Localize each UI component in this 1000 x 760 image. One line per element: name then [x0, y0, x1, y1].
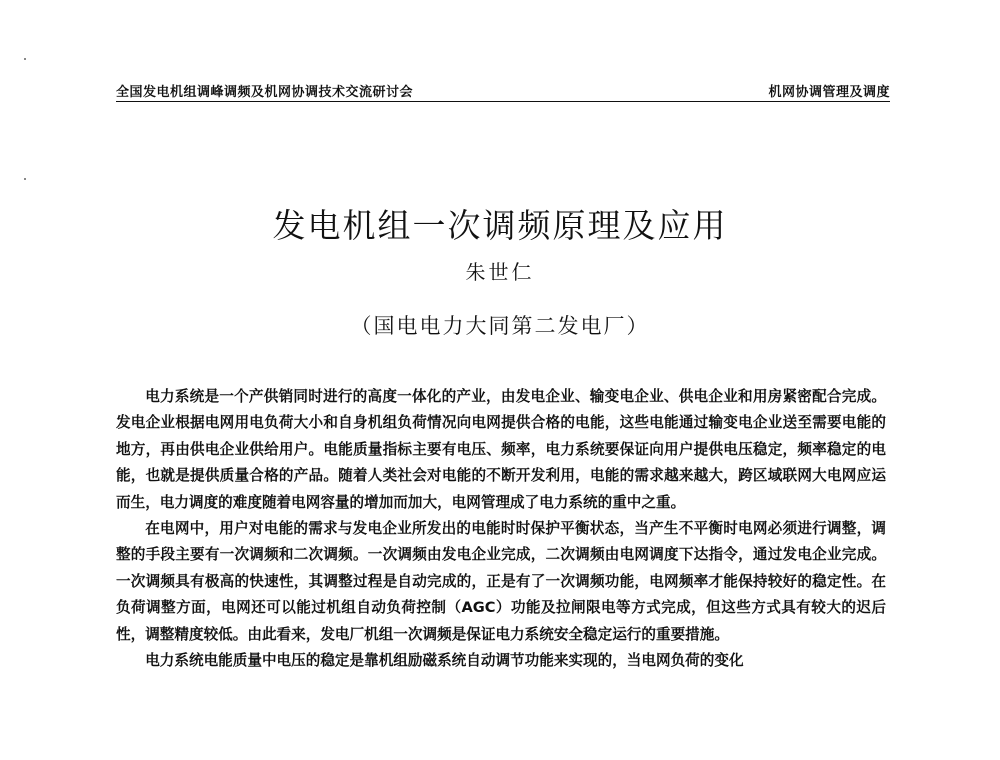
header-rule — [116, 101, 890, 102]
scan-speck — [24, 58, 26, 60]
paper-title: 发电机组一次调频原理及应用 — [272, 206, 728, 246]
paragraph-1: 电力系统是一个产供销同时进行的高度一体化的产业，由发电企业、输变电企业、供电企业和用房紧密配合完成。发电企业根据电网用电负荷大小和自身机组负荷情况向电网提供合格的电能，这些电能通过输变电企业送至需要电能的地方，再由供电企业供给用户。电能质量指标主要有电压、频率，电力系统要保证向用户提供电压稳定，频率稳定的电能，也就是提供质量合格的产品。随着人类社会对电能的不断开发利用，电能的需求越来越大，跨区域联网大电网应运而生，电力调度的难度随着电网容量的增加而加大，电网管理成了电力系统的重中之重。 — [116, 388, 886, 511]
body-text — [116, 384, 886, 674]
running-header — [116, 78, 890, 100]
header-section-name: 机网协调管理及调度 — [768, 85, 890, 100]
author-name: 朱世仁 — [465, 260, 535, 284]
author-affiliation: （国电电力大同第二发电厂） — [350, 314, 650, 338]
scan-speck — [24, 178, 26, 180]
paragraph-3: 电力系统电能质量中电压的稳定是靠机组励磁系统自动调节功能来实现的，当电网负荷的变化 — [145, 652, 744, 670]
header-conference-name: 全国发电机组调峰调频及机网协调技术交流研讨会 — [116, 85, 414, 100]
paragraph-2: 在电网中，用户对电能的需求与发电企业所发出的电能时时保护平衡状态，当产生不平衡时电网必须进行调整，调整的手段主要有一次调频和二次调频。一次调频由发电企业完成，二次调频由电网调度下达指令，通过发电企业完成。一次调频具有极高的快速性，其调整过程是自动完成的，正是有了一次调频功能，电网频率才能保持较好的稳定性。在负荷调整方面，电网还可以能过机组自动负荷控制（AGC）功能及拉闸限电等方式完成，但这些方式具有较大的迟后性，调整精度较低。由此看来，发电厂机组一次调频是保证电力系统安全稳定运行的重要措施。 — [116, 520, 886, 643]
